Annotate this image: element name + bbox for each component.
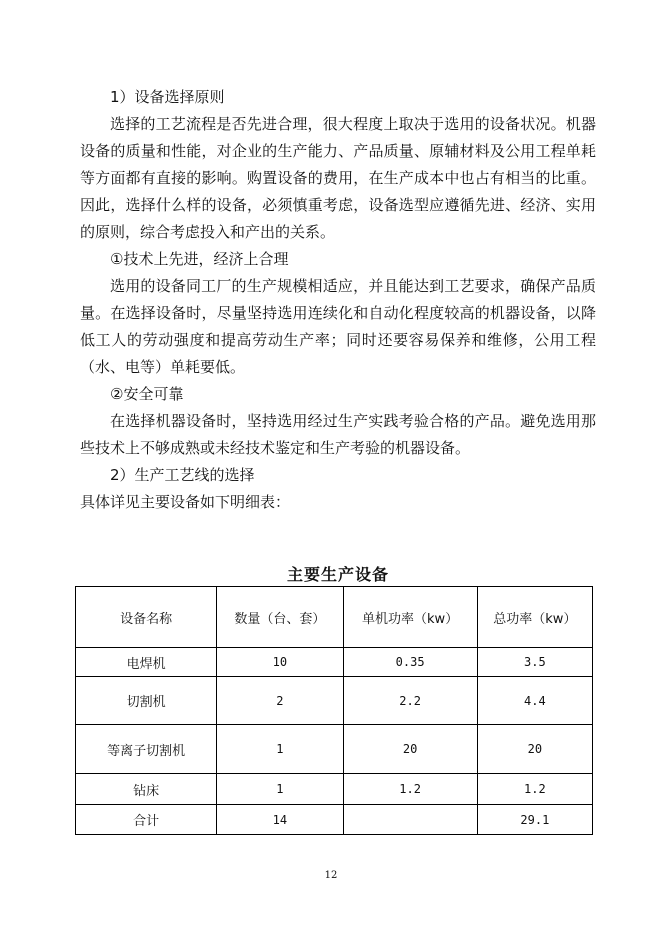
header-cell-unit-power: 单机功率（kw） [343, 587, 477, 648]
point-heading-advanced-economical: ①技术上先进，经济上合理 [110, 250, 289, 268]
cell-total-label: 合计 [76, 805, 217, 835]
cell-quantity: 1 [217, 725, 343, 774]
header-cell-total-power: 总功率（kw） [477, 587, 592, 648]
cell-name: 钻床 [76, 774, 217, 805]
cell-total-power: 4.4 [477, 677, 592, 725]
cell-quantity: 1 [217, 774, 343, 805]
table-row [76, 648, 593, 677]
table-total-row [76, 805, 593, 835]
table-title: 主要生产设备 [286, 565, 389, 584]
section-heading-equipment-principles: 1）设备选择原则 [110, 88, 225, 106]
paragraph-safe-reliable: 在选择机器设备时，坚持选用经过生产实践考验合格的产品。避免选用那些技术上不够成熟或未经技术鉴定和生产考验的机器设备。 [80, 412, 596, 457]
header-cell-quantity: 数量（台、套） [217, 587, 343, 648]
section-heading-process-line: 2）生产工艺线的选择 [110, 466, 255, 484]
cell-unit-power: 1.2 [343, 774, 477, 805]
cell-quantity: 10 [217, 648, 343, 677]
page-number: 12 [324, 870, 338, 881]
table-row [76, 725, 593, 774]
cell-unit-power: 20 [343, 725, 477, 774]
cell-name: 等离子切割机 [76, 725, 217, 774]
point-heading-safe-reliable: ②安全可靠 [110, 385, 184, 403]
cell-total-quantity: 14 [217, 805, 343, 835]
cell-total-power: 3.5 [477, 648, 592, 677]
table-intro-text: 具体详见主要设备如下明细表： [80, 493, 291, 511]
table-row [76, 677, 593, 725]
cell-unit-power: 0.35 [343, 648, 477, 677]
header-cell-name: 设备名称 [76, 587, 217, 648]
cell-total-unit-power [343, 805, 477, 835]
paragraph-advanced-economical: 选用的设备同工厂的生产规模相适应，并且能达到工艺要求，确保产品质量。在选择设备时，尽量坚持选用连续化和自动化程度较高的机器设备，以降低工人的劳动强度和提高劳动生产率；同时还要容易保养和维修，公用工程（水、电等）单耗要低。 [80, 277, 596, 376]
table-header-row [76, 587, 593, 648]
cell-total-power: 20 [477, 725, 592, 774]
cell-name: 切割机 [76, 677, 217, 725]
paragraph-equipment-intro: 选择的工艺流程是否先进合理，很大程度上取决于选用的设备状况。机器设备的质量和性能，对企业的生产能力、产品质量、原辅材料及公用工程单耗等方面都有直接的影响。购置设备的费用，在生产成本中也占有相当的比重。因此，选择什么样的设备，必须慎重考虑，设备选型应遵循先进、经济、实用的原则，综合考虑投入和产出的关系。 [80, 115, 596, 241]
cell-total-power: 1.2 [477, 774, 592, 805]
equipment-table [75, 586, 593, 835]
cell-unit-power: 2.2 [343, 677, 477, 725]
cell-quantity: 2 [217, 677, 343, 725]
body-text [80, 84, 596, 516]
cell-name: 电焊机 [76, 648, 217, 677]
cell-total-power-sum: 29.1 [477, 805, 592, 835]
table-row [76, 774, 593, 805]
